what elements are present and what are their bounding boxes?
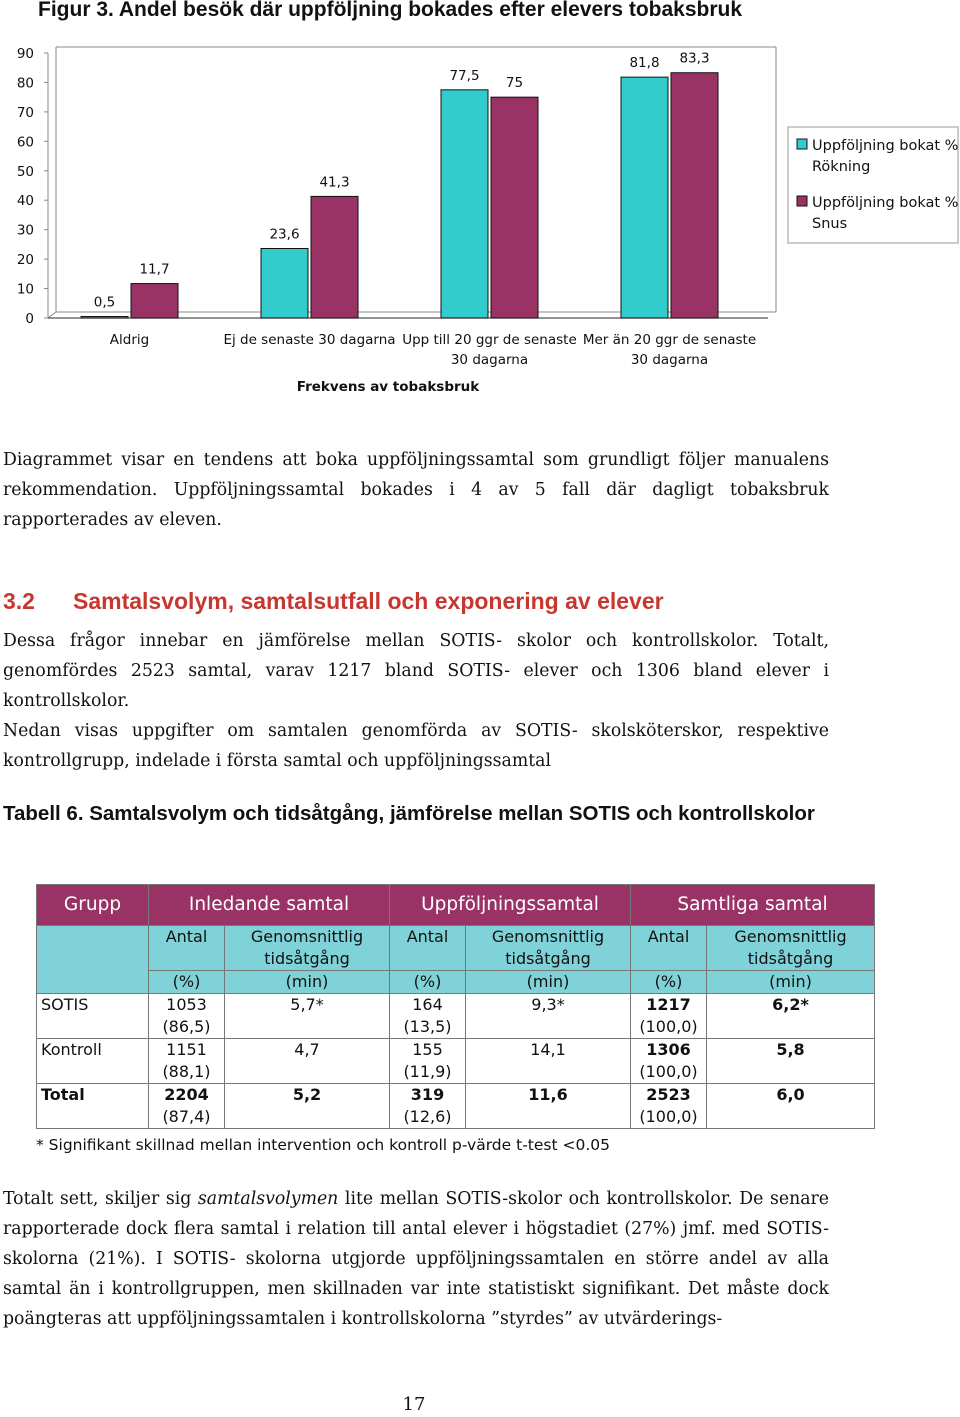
y-tick-label: 20 (16, 252, 34, 269)
body-text-2 (3, 626, 829, 776)
row-tid-inledande: 5,7* (225, 994, 390, 1039)
cell-count: 1053 (166, 995, 207, 1014)
unit-min: (min) (466, 971, 631, 994)
x-tick-label: Upp till 20 ggr de senaste (402, 332, 577, 348)
bar (131, 284, 178, 318)
unit-pct: (%) (631, 971, 707, 994)
unit-pct: (%) (149, 971, 225, 994)
data-label: 41,3 (319, 174, 350, 191)
paragraph: Diagrammet visar en tendens att boka uppföljningssamtal som grundligt följer manualens rekommendation. Uppföljningssamtal bokades i 4 av 5 fall där dagligt tobaksbruk rapporterades av eleven. (3, 450, 829, 530)
row-tid-samtliga: 6,0 (707, 1084, 875, 1129)
section-heading (3, 588, 664, 615)
subheader-genomsnittlig: Genomsnittlig tidsåtgång (225, 926, 390, 971)
header-inledande: Inledande samtal (149, 885, 390, 926)
row-antal-samtliga (631, 1039, 707, 1084)
table-row (37, 994, 875, 1039)
row-group: Total (37, 1084, 149, 1129)
data-label: 77,5 (449, 67, 480, 84)
figure-title: Figur 3. Andel besök där uppföljning bokades efter elevers tobaksbruk (38, 0, 743, 21)
section-title: Samtalsvolym, samtalsutfall och exponering av elever (73, 588, 664, 614)
bar (81, 317, 128, 318)
subheader-antal: Antal (390, 926, 466, 971)
body-text-3 (3, 1184, 829, 1334)
y-tick-label: 40 (16, 193, 34, 210)
bar-chart (0, 0, 960, 400)
cell-count: 1217 (646, 995, 691, 1014)
unit-pct: (%) (390, 971, 466, 994)
table-row (37, 1039, 875, 1084)
bar (621, 77, 668, 318)
cell-count: 1306 (646, 1040, 691, 1059)
text-run: lite mellan SOTIS-skolor och kontrollskolor. De senare rapporterade dock flera samtal i relation till antal elever i högstadiet (27%) jmf. med SOTIS- skolorna (21%). I SOTIS- skolorna utgjorde uppföljningssamtalen en större andel av alla samtal än i kontrollgruppen, men skillnaden var inte statistiskt signifikant. Det måste dock poängteras att uppföljningssamtalen i kontrollskolorna ”styrdes” av utvärderings- (3, 1189, 829, 1329)
cell-percent: (100,0) (639, 1017, 698, 1036)
cell-percent: (86,5) (162, 1017, 211, 1036)
row-tid-uppfoljning: 9,3* (466, 994, 631, 1039)
paragraph: Nedan visas uppgifter om samtalen genomförda av SOTIS- skolsköterskor, respektive kontrollgrupp, indelade i första samtal och uppföljningssamtal (3, 721, 829, 771)
x-tick-label: Ej de senaste 30 dagarna (223, 332, 396, 348)
subheader-antal: Antal (631, 926, 707, 971)
x-tick-label: Mer än 20 ggr de senaste (582, 332, 757, 348)
row-tid-samtliga: 5,8 (707, 1039, 875, 1084)
cell-count: 1151 (166, 1040, 207, 1059)
subheader-antal: Antal (149, 926, 225, 971)
legend-label: Uppföljning bokat % (812, 138, 959, 154)
y-tick-label: 90 (16, 46, 34, 62)
y-tick-label: 10 (16, 281, 34, 298)
cell-percent: (11,9) (403, 1062, 452, 1081)
legend-swatch (797, 196, 807, 206)
data-label: 83,3 (679, 50, 710, 67)
legend-label: Rökning (812, 159, 871, 175)
row-tid-inledande: 5,2 (225, 1084, 390, 1129)
data-label: 81,8 (629, 55, 660, 72)
table-header-row (37, 885, 875, 926)
row-antal-inledande (149, 1039, 225, 1084)
cell-percent: (87,4) (162, 1107, 211, 1126)
text-run-italic: samtalsvolymen (197, 1189, 339, 1209)
paragraph: Dessa frågor innebar en jämförelse mellan SOTIS- skolor och kontrollskolor. Totalt, genomfördes 2523 samtal, varav 1217 bland SOTIS- elever och 1306 bland elever i kontrollskolor. (3, 631, 829, 711)
table-caption: Tabell 6. Samtalsvolym och tidsåtgång, jämförelse mellan SOTIS och kontrollskolor (3, 802, 815, 825)
x-tick-label: Aldrig (109, 332, 150, 348)
row-tid-uppfoljning: 11,6 (466, 1084, 631, 1129)
y-tick-label: 0 (25, 311, 34, 327)
unit-min: (min) (707, 971, 875, 994)
y-tick-label: 50 (16, 163, 34, 180)
unit-min: (min) (225, 971, 390, 994)
data-label: 75 (505, 75, 524, 92)
table-subheader-row (37, 926, 875, 971)
body-text-1 (3, 445, 829, 535)
row-tid-samtliga: 6,2* (707, 994, 875, 1039)
row-antal-samtliga (631, 994, 707, 1039)
cell-percent: (12,6) (403, 1107, 452, 1126)
data-label: 23,6 (269, 226, 300, 243)
legend-swatch (797, 139, 807, 149)
section-number: 3.2 (3, 588, 35, 614)
row-group: SOTIS (37, 994, 149, 1039)
cell-count: 164 (412, 995, 443, 1014)
x-tick-label: 30 dagarna (630, 352, 709, 368)
table-footnote: * Signifikant skillnad mellan intervention och kontroll p-värde t-test <0.05 (36, 1136, 610, 1154)
text-run: Totalt sett, skiljer sig (3, 1189, 198, 1209)
row-tid-uppfoljning: 14,1 (466, 1039, 631, 1084)
data-label: 0,5 (93, 294, 116, 311)
subheader-genomsnittlig: Genomsnittlig tidsåtgång (707, 926, 875, 971)
row-antal-uppfoljning (390, 994, 466, 1039)
x-axis-title: Frekvens av tobaksbruk (296, 379, 480, 395)
bar (311, 196, 358, 318)
bar (441, 90, 488, 318)
table-unit-row (37, 971, 875, 994)
row-tid-inledande: 4,7 (225, 1039, 390, 1084)
legend-label: Snus (812, 216, 848, 232)
cell-count: 2523 (646, 1085, 691, 1104)
row-antal-uppfoljning (390, 1084, 466, 1129)
cell-percent: (100,0) (639, 1107, 698, 1126)
paragraph (3, 1184, 829, 1334)
bar (491, 97, 538, 318)
header-samtliga: Samtliga samtal (631, 885, 875, 926)
y-tick-label: 80 (16, 75, 34, 92)
cell-count: 2204 (164, 1085, 209, 1104)
row-antal-samtliga (631, 1084, 707, 1129)
row-antal-inledande (149, 994, 225, 1039)
y-tick-label: 30 (16, 222, 34, 239)
y-tick-label: 70 (16, 104, 34, 121)
subheader-genomsnittlig: Genomsnittlig tidsåtgång (466, 926, 631, 971)
row-antal-uppfoljning (390, 1039, 466, 1084)
row-antal-inledande (149, 1084, 225, 1129)
cell-count: 155 (412, 1040, 443, 1059)
page-number: 17 (402, 1394, 426, 1415)
table-row (37, 1084, 875, 1129)
data-label: 11,7 (139, 261, 170, 278)
data-table (36, 884, 875, 1129)
x-tick-label: 30 dagarna (450, 352, 529, 368)
cell-count: 319 (410, 1085, 445, 1104)
bar (671, 73, 718, 318)
cell-percent: (13,5) (403, 1017, 452, 1036)
cell-percent: (88,1) (162, 1062, 211, 1081)
cell-percent: (100,0) (639, 1062, 698, 1081)
subheader-empty (37, 926, 149, 994)
legend-label: Uppföljning bokat % (812, 195, 959, 211)
header-group: Grupp (37, 885, 149, 926)
row-group: Kontroll (37, 1039, 149, 1084)
header-uppfoljning: Uppföljningssamtal (390, 885, 631, 926)
y-tick-label: 60 (16, 134, 34, 151)
bar (261, 249, 308, 318)
